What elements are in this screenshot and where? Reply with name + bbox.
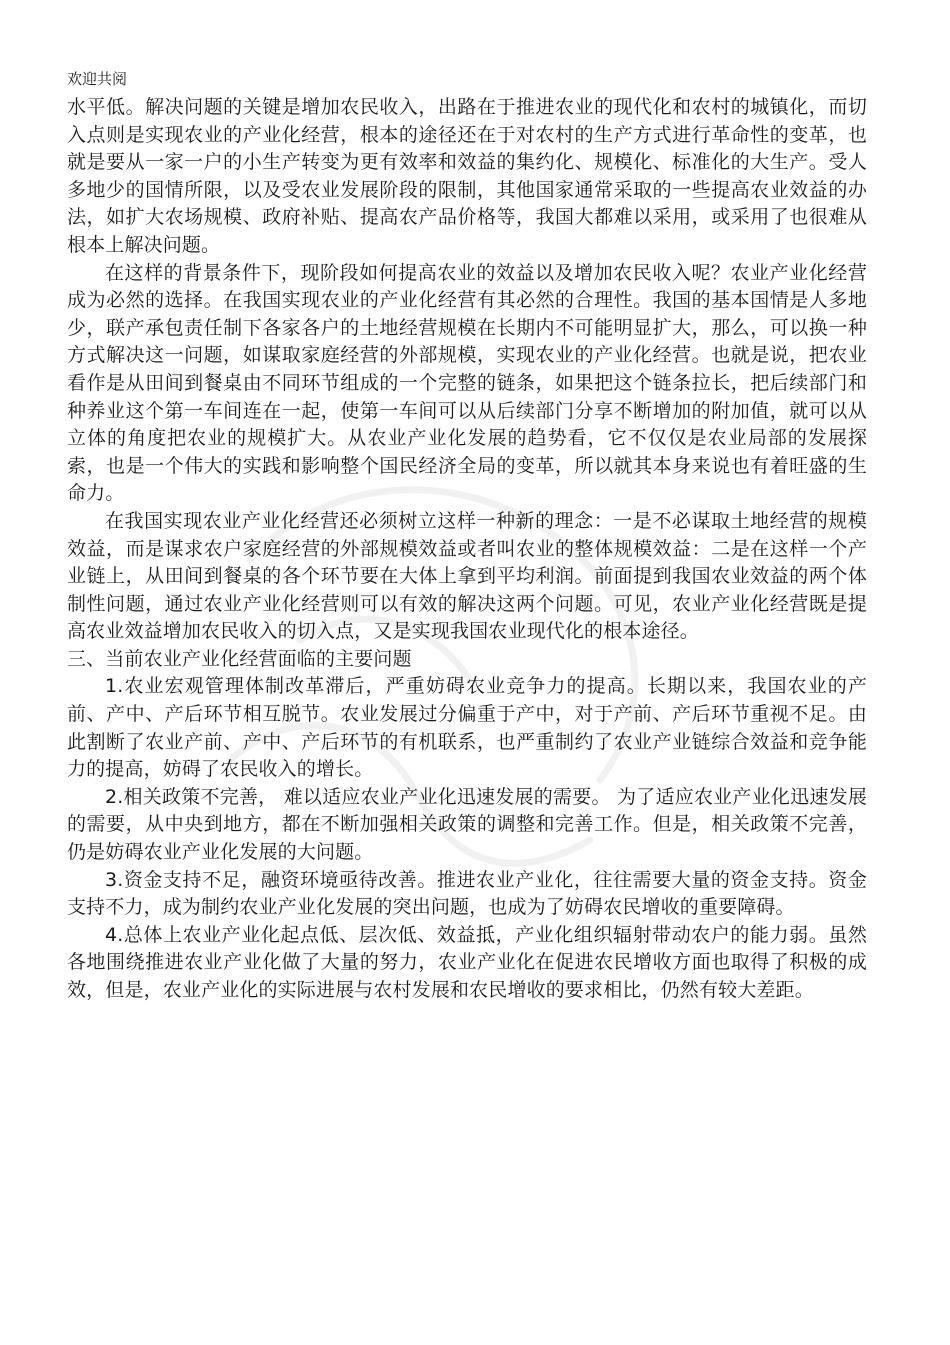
- header-note: 欢迎共阅: [67, 70, 128, 88]
- document-body: [67, 94, 867, 1005]
- paragraph: 3.资金支持不足，融资环境亟待改善。推进农业产业化，往往需要大量的资金支持。资金支持不力，成为制约农业产业化发展的突出问题，也成为了妨碍农民增收的重要障碍。: [67, 868, 867, 919]
- paragraph: 水平低。解决问题的关键是增加农民收入，出路在于推进农业的现代化和农村的城镇化，而切入点则是实现农业的产业化经营，根本的途径还在于对农村的生产方式进行革命性的变革，也就是要从一家一户的小生产转变为更有效率和效益的集约化、规模化、标准化的大生产。受人多地少的国情所限，以及受农业发展阶段的限制，其他国家通常采取的一些提高农业效益的办法，如扩大农场规模、政府补贴、提高农产品价格等，我国大都难以采用，或采用了也很难从根本上解决问题。: [67, 96, 867, 256]
- paragraph: 在这样的背景条件下，现阶段如何提高农业的效益以及增加农民收入呢？农业产业化经营成为必然的选择。在我国实现农业的产业化经营有其必然的合理性。我国的基本国情是人多地少，联产承包责任制下各家各户的土地经营规模在长期内不可能明显扩大，那么，可以换一种方式解决这一问题，如谋取家庭经营的外部规模，实现农业的产业化经营。也就是说，把农业看作是从田间到餐桌由不同环节组成的一个完整的链条，如果把这个链条拉长，把后续部门和种养业这个第一车间连在一起，使第一车间可以从后续部门分享不断增加的附加值，就可以从立体的角度把农业的规模扩大。从农业产业化发展的趋势看，它不仅仅是农业局部的发展探索，也是一个伟大的实践和影响整个国民经济全局的变革，所以就其本身来说也有着旺盛的生命力。: [67, 261, 867, 505]
- section-heading: 三、当前农业产业化经营面临的主要问题: [67, 647, 412, 670]
- paragraph: 1.农业宏观管理体制改革滞后，严重妨碍农业竞争力的提高。长期以来，我国农业的产前、产中、产后环节相互脱节。农业发展过分偏重于产中，对于产前、产后环节重视不足。由此割断了农业产前、产中、产后环节的有机联系，也严重制约了农业产业链综合效益和竞争能力的提高，妨碍了农民收入的增长。: [67, 675, 867, 781]
- paragraph: 在我国实现农业产业化经营还必须树立这样一种新的理念：一是不必谋取土地经营的规模效益，而是谋求农户家庭经营的外部规模效益或者叫农业的整体规模效益：二是在这样一个产业链上，从田间到餐桌的各个环节要在大体上拿到平均利润。前面提到我国农业效益的两个体制性问题，通过农业产业化经营则可以有效的解决这两个问题。可见，农业产业化经营既是提高农业效益增加农民收入的切入点，又是实现我国农业现代化的根本途径。: [67, 509, 867, 643]
- paragraph: 4.总体上农业产业化起点低、层次低、效益抵，产业化组织辐射带动农户的能力弱。虽然各地围绕推进农业产业化做了大量的努力，农业产业化在促进农民增收方面也取得了积极的成效，但是，农业产业化的实际进展与农村发展和农民增收的要求相比，仍然有较大差距。: [67, 923, 867, 1001]
- paragraph: 2.相关政策不完善， 难以适应农业产业化迅速发展的需要。 为了适应农业产业化迅速发展的需要，从中央到地方，都在不断加强相关政策的调整和完善工作。但是，相关政策不完善，仍是妨碍农业产业化发展的大问题。: [67, 785, 867, 864]
